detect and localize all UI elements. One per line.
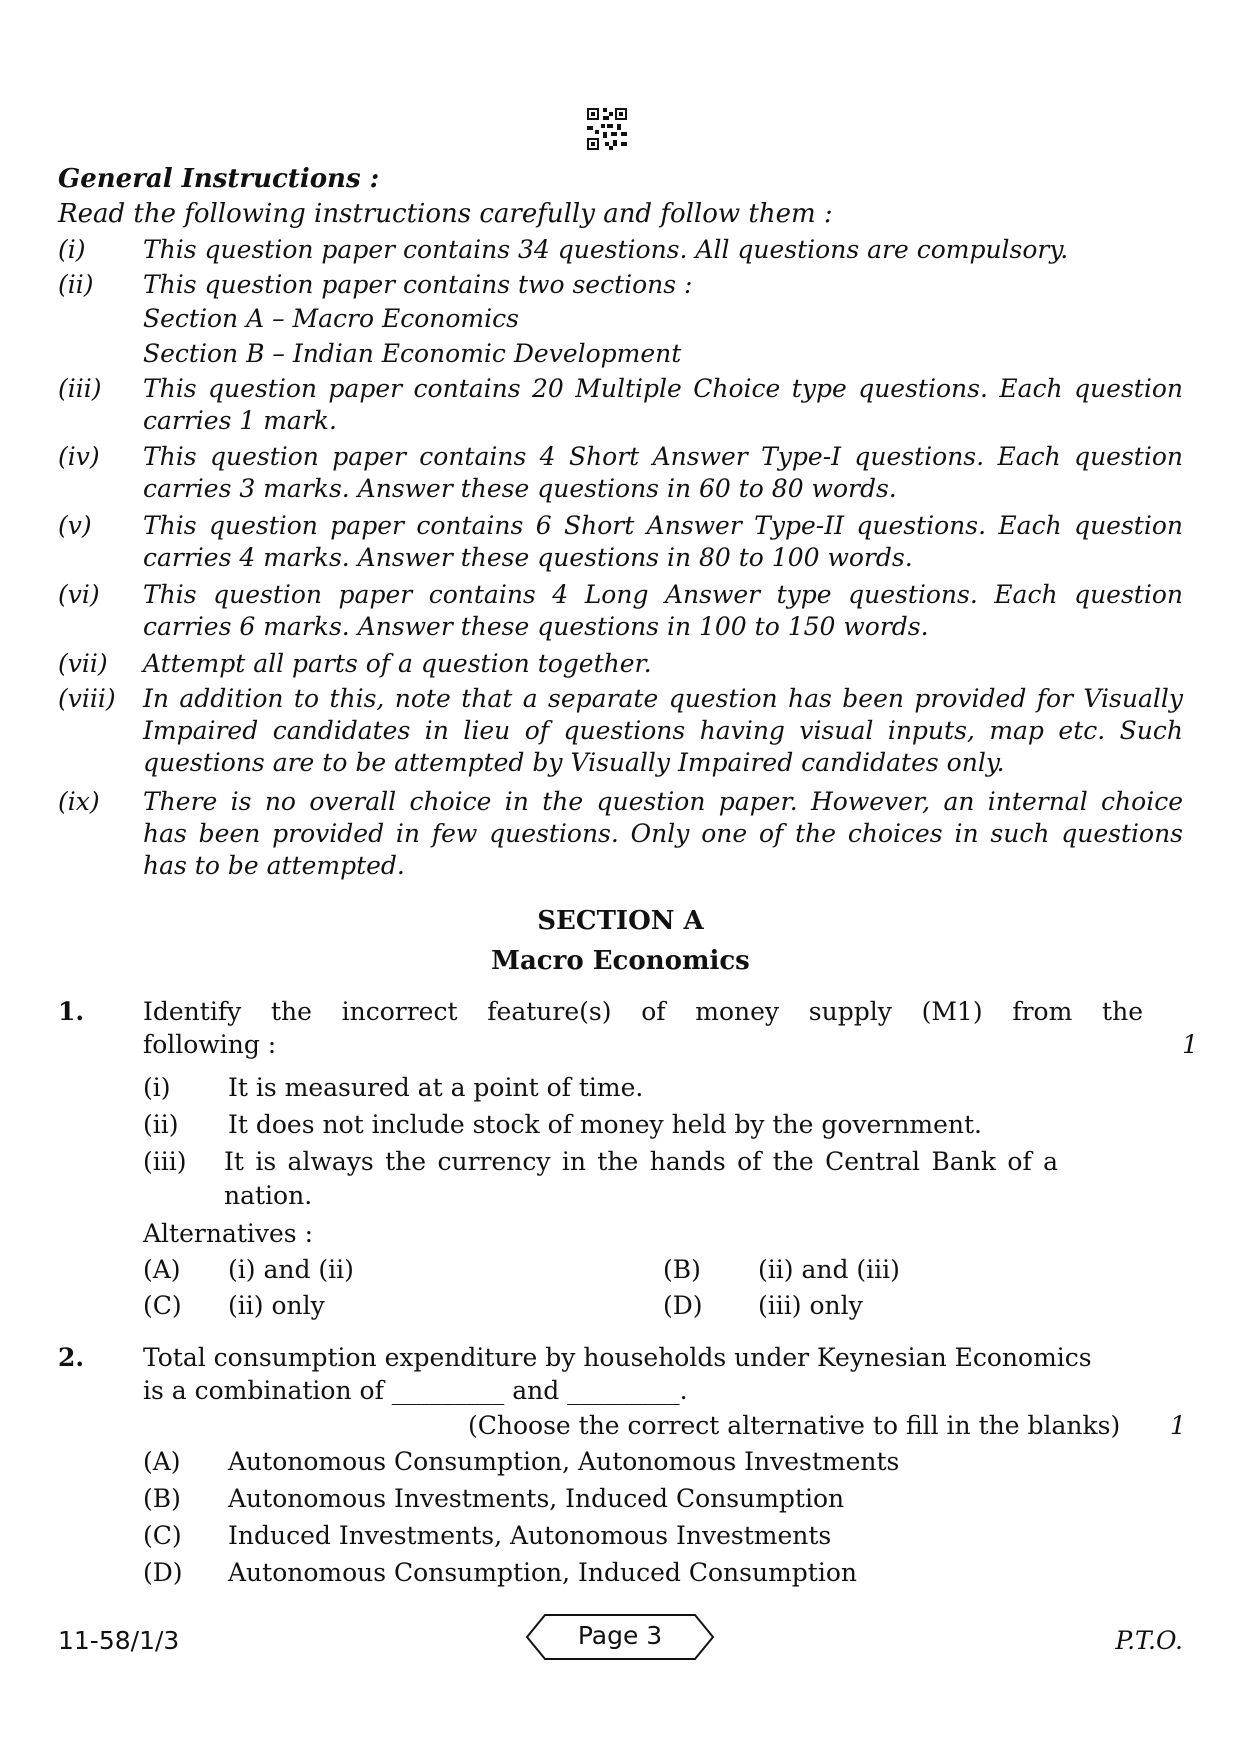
question-marks: 1: [1182, 1030, 1198, 1059]
instruction-text: Impaired candidates in lieu of questions having visual inputs, map etc. Such: [143, 716, 1183, 745]
question-marks: 1: [1170, 1411, 1186, 1440]
subitem-text: It is measured at a point of time.: [228, 1073, 644, 1102]
instruction-num: (v): [58, 511, 92, 540]
instruction-text: carries 3 marks. Answer these questions in 60 to 80 words.: [143, 474, 897, 503]
option-text: (iii) only: [758, 1291, 863, 1320]
instruction-text: has been provided in few questions. Only one of the choices in such questions: [143, 819, 1183, 848]
instruction-text: This question paper contains 6 Short Answer Type-II questions. Each question: [143, 511, 1183, 540]
question-number: 2.: [58, 1343, 85, 1372]
instruction-text: Section A – Macro Economics: [143, 304, 519, 333]
option-text: Autonomous Consumption, Induced Consumption: [228, 1558, 857, 1587]
option-key: (A): [143, 1447, 181, 1476]
instruction-num: (iv): [58, 442, 100, 471]
option-key: (C): [143, 1521, 182, 1550]
option-text: Autonomous Consumption, Autonomous Investments: [228, 1447, 900, 1476]
instruction-num: (ix): [58, 787, 100, 816]
paper-code: 11-58/1/3: [58, 1626, 180, 1655]
question-text: is a combination of _________ and _________.: [143, 1376, 688, 1405]
subitem-num: (ii): [143, 1110, 179, 1139]
option-text: (ii) and (iii): [758, 1255, 900, 1284]
question-text: following :: [143, 1030, 277, 1059]
option-key: (A): [143, 1255, 181, 1284]
option-text: Autonomous Investments, Induced Consumption: [228, 1484, 845, 1513]
instruction-text: questions are to be attempted by Visually Impaired candidates only.: [143, 748, 1005, 777]
instruction-text: This question paper contains 4 Long Answer type questions. Each question: [143, 580, 1183, 609]
instruction-num: (viii): [58, 684, 116, 713]
instructions-intro: Read the following instructions carefully and follow them :: [58, 199, 833, 229]
section-subtitle: Macro Economics: [491, 946, 750, 976]
instruction-num: (vi): [58, 580, 100, 609]
pto-label: P.T.O.: [1115, 1626, 1183, 1655]
instruction-text: This question paper contains two sections :: [143, 270, 693, 299]
instructions-title: General Instructions :: [58, 164, 380, 194]
instruction-text: In addition to this, note that a separate question has been provided for Visually: [143, 684, 1183, 713]
subitem-num: (i): [143, 1073, 171, 1102]
instruction-text: There is no overall choice in the question paper. However, an internal choice: [143, 787, 1183, 816]
option-key: (B): [143, 1484, 181, 1513]
instruction-text: has to be attempted.: [143, 851, 405, 880]
instruction-num: (iii): [58, 374, 102, 403]
instruction-text: Section B – Indian Economic Development: [143, 339, 682, 368]
option-key: (D): [663, 1291, 703, 1320]
option-key: (D): [143, 1558, 183, 1587]
question-1: [58, 995, 1198, 1320]
subitem-text: It is always the currency in the hands of the Central Bank of a: [224, 1147, 1058, 1176]
option-key: (C): [143, 1291, 182, 1320]
section-title: SECTION A: [537, 906, 704, 936]
instruction-text: carries 4 marks. Answer these questions in 80 to 100 words.: [143, 543, 913, 572]
instruction-text: This question paper contains 4 Short Answer Type-I questions. Each question: [143, 442, 1183, 471]
instruction-text: carries 6 marks. Answer these questions in 100 to 150 words.: [143, 612, 929, 641]
option-text: (ii) only: [228, 1291, 325, 1320]
instruction-text: This question paper contains 20 Multiple Choice type questions. Each question: [143, 374, 1183, 403]
instruction-text: This question paper contains 34 questions. All questions are compulsory.: [143, 235, 1069, 264]
instruction-num: (vii): [58, 649, 108, 678]
alternatives-label: Alternatives :: [143, 1219, 314, 1248]
question-2: [58, 1341, 1186, 1601]
option-text: (i) and (ii): [228, 1255, 354, 1284]
qr-code-icon: [587, 108, 627, 150]
option-text: Induced Investments, Autonomous Investments: [228, 1521, 832, 1550]
option-key: (B): [663, 1255, 701, 1284]
question-note: (Choose the correct alternative to fill in the blanks): [468, 1411, 1121, 1440]
question-number: 1.: [58, 997, 85, 1026]
instruction-num: (i): [58, 235, 86, 264]
instruction-text: Attempt all parts of a question together.: [143, 649, 652, 678]
instruction-text: carries 1 mark.: [143, 406, 337, 435]
question-text: Total consumption expenditure by households under Keynesian Economics: [143, 1343, 1092, 1372]
subitem-text: nation.: [224, 1181, 313, 1210]
page-number: Page 3: [577, 1621, 663, 1650]
subitem-num: (iii): [143, 1147, 187, 1176]
subitem-text: It does not include stock of money held by the government.: [228, 1110, 983, 1139]
question-text: Identify the incorrect feature(s) of money supply (M1) from the: [143, 997, 1143, 1026]
instruction-num: (ii): [58, 270, 94, 299]
